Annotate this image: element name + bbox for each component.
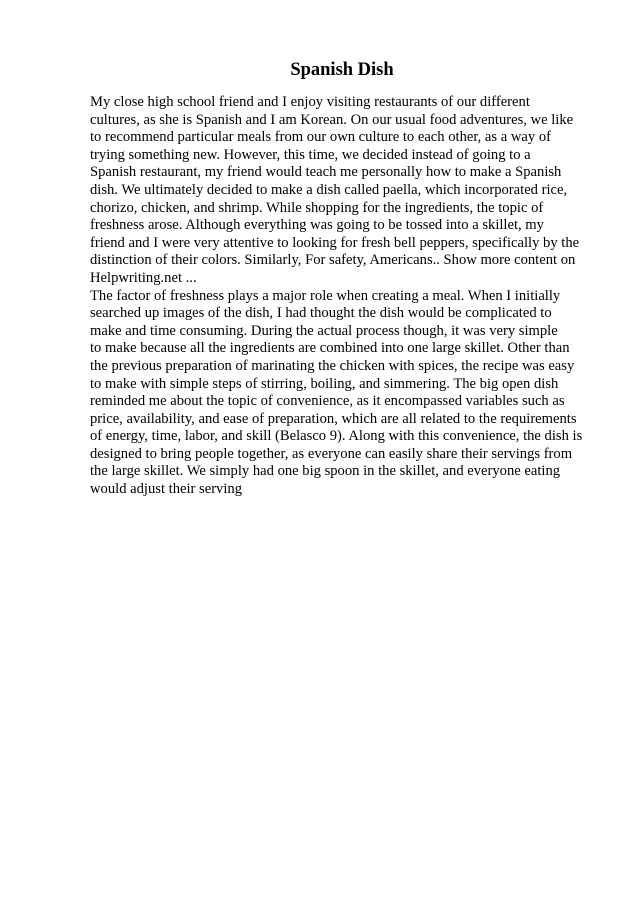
body-line: reminded me about the topic of convenience, as it encompassed variables such as [90,393,565,410]
body-line: freshness arose. Although everything was going to be tossed into a skillet, my [90,217,544,234]
body-line: trying something new. However, this time, we decided instead of going to a [90,146,531,163]
body-line: cultures, as she is Spanish and I am Korean. On our usual food adventures, we like [90,111,574,128]
body-line: friend and I were very attentive to looking for fresh bell peppers, specifically by the [90,234,580,251]
body-line: make and time consuming. During the actual process though, it was very simple [90,322,558,339]
body-line: Helpwriting.net ... [90,269,197,286]
body-line: to make with simple steps of stirring, boiling, and simmering. The big open dish [90,375,559,392]
body-line: dish. We ultimately decided to make a dish called paella, which incorporated rice, [90,181,568,198]
body-line: distinction of their colors. Similarly, For safety, Americans.. Show more content on [90,252,576,269]
body-line: chorizo, chicken, and shrimp. While shopping for the ingredients, the topic of [90,199,544,216]
body-line: designed to bring people together, as everyone can easily share their servings from [90,445,573,462]
body-line: price, availability, and ease of preparation, which are all related to the requirements [90,410,577,427]
document-title: Spanish Dish [290,60,394,80]
body-line: The factor of freshness plays a major role when creating a meal. When I initially [90,287,561,304]
body-line: the previous preparation of marinating the chicken with spices, the recipe was easy [90,357,575,374]
body-line: would adjust their serving [90,481,242,498]
body-line: to make because all the ingredients are combined into one large skillet. Other than [90,340,570,357]
body-line: to recommend particular meals from our own culture to each other, as a way of [90,129,551,146]
body-line: the large skillet. We simply had one big spoon in the skillet, and everyone eating [90,463,561,480]
document-body [90,94,630,499]
body-line: searched up images of the dish, I had thought the dish would be complicated to [90,305,552,322]
body-line: Spanish restaurant, my friend would teach me personally how to make a Spanish [90,164,562,181]
body-line: My close high school friend and I enjoy visiting restaurants of our different [90,94,530,110]
body-line: of energy, time, labor, and skill (Belasco 9). Along with this convenience, the dish is [90,428,583,445]
